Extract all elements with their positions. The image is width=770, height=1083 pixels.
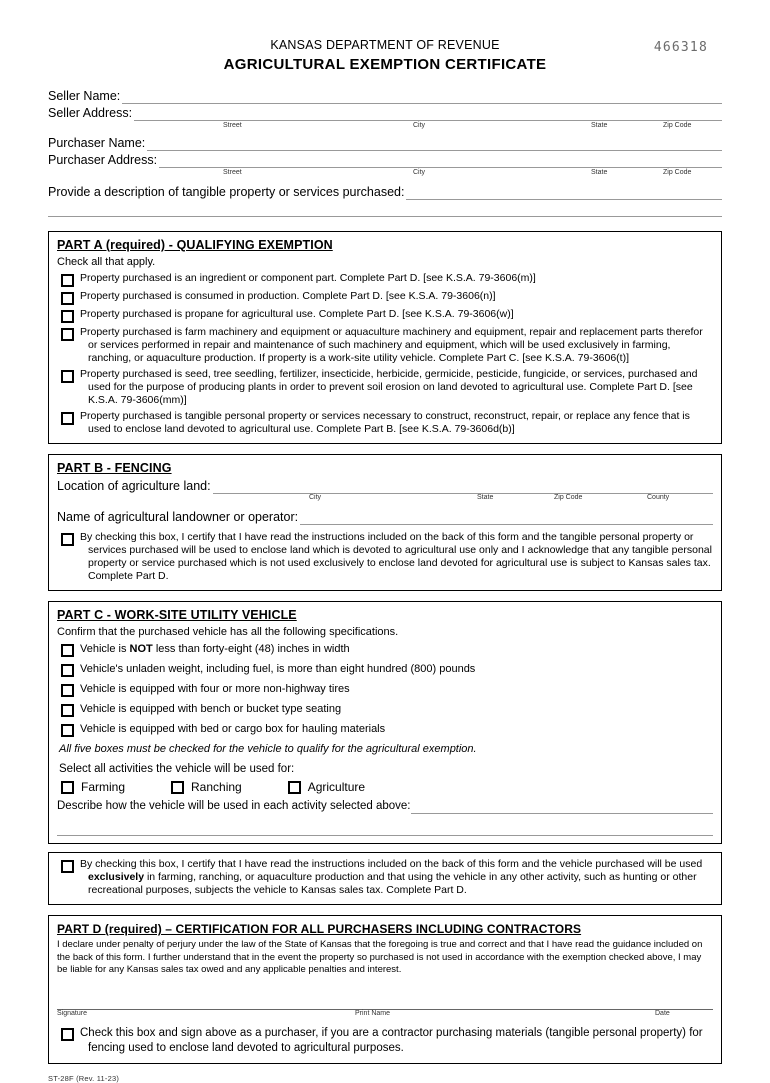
seller-name-label: Seller Name: [48, 89, 121, 103]
part-a-option-label: Property purchased is an ingredient or component part. Complete Part D. [see K.S.A. 79-3606(m)] [80, 272, 536, 284]
part-a-option-6[interactable] [57, 410, 713, 436]
part-a-option-label: Property purchased is seed, tree seedling, fertilizer, insecticide, herbicide, germicide, pesticide, fungicide, or services, purchased and used for the purpose of producing plants in order to prevent soil erosion on land devoted to agricultural use. Complete Part D. [see K.S.A. 79-3606(mm)] [80, 368, 698, 406]
part-c-activities-label: Select all activities the vehicle will be used for: [59, 763, 295, 775]
sublabel-street: Street [223, 169, 242, 176]
purchaser-name-label: Purchaser Name: [48, 136, 146, 150]
part-a-option-label: Property purchased is consumed in production. Complete Part D. [see K.S.A. 79-3606(n)] [80, 290, 496, 302]
seller-address-row [48, 105, 722, 121]
part-a-option-2[interactable] [57, 290, 713, 305]
purchaser-address-row [48, 152, 722, 168]
activity-ranching[interactable] [171, 780, 242, 794]
part-b-owner-input[interactable] [300, 511, 713, 525]
sublabel-city: City [413, 122, 426, 129]
checkbox-icon[interactable] [61, 860, 74, 873]
part-d-signature-input[interactable] [57, 983, 713, 1010]
part-b-location-sublabels [57, 494, 713, 505]
seller-address-input[interactable] [134, 107, 722, 121]
checkbox-icon[interactable] [61, 533, 74, 546]
part-b-owner-row [57, 509, 713, 525]
part-c-certification-section [48, 852, 722, 905]
sublabel-state: State [591, 169, 608, 176]
checkbox-icon[interactable] [288, 781, 301, 794]
form-header [0, 0, 770, 74]
checkbox-icon[interactable] [171, 781, 184, 794]
part-b-certification-label: By checking this box, I certify that I have read the instructions included on the back of this form and the tangible personal property or services purchased will be used to enclose land which is devoted to agricultural use only and I acknowledge that any tangible personal property or service purchased which is not used exclusively to enclose land devoted for agricultural use is subject to Kansas sales tax. Complete Part D. [80, 531, 712, 582]
part-a-option-4[interactable] [57, 326, 713, 365]
part-b-location-input[interactable] [213, 480, 713, 494]
part-d-contractor-label: Check this box and sign above as a purchaser, if you are a contractor purchasing materials (tangible personal property) for fencing used to enclose land devoted to agricultural purposes. [80, 1026, 703, 1054]
checkbox-icon[interactable] [61, 664, 74, 677]
checkbox-icon[interactable] [61, 310, 74, 323]
part-c-activities-row [61, 780, 713, 794]
sublabel-print-name: Print Name [355, 1009, 391, 1017]
purchaser-name-row [48, 135, 722, 151]
part-a-option-label: Property purchased is farm machinery and equipment or aquaculture machinery and equipment, repair and replacement parts therefor or services performed in repair and maintenance of such machinery and equipment, which will be used exclusively in farming, ranching, or aquaculture production. If property is a work-site utility vehicle. Complete Part C. [see K.S.A. 79-3606(t)] [80, 326, 703, 364]
part-b-location-row [57, 478, 713, 494]
part-b-title: PART B - FENCING [57, 461, 172, 475]
part-b-owner-label: Name of agricultural landowner or operator: [57, 510, 299, 524]
checkbox-icon[interactable] [61, 724, 74, 737]
part-c-title: PART C - WORK-SITE UTILITY VEHICLE [57, 608, 297, 622]
part-a-title: PART A (required) - QUALIFYING EXEMPTION [57, 238, 333, 252]
checkbox-icon[interactable] [61, 292, 74, 305]
sublabel-date: Date [655, 1009, 670, 1017]
part-c-describe-row [57, 799, 713, 814]
purchaser-address-sublabels [48, 169, 722, 180]
part-c-spec-label: Vehicle is equipped with bed or cargo box for hauling materials [80, 723, 386, 735]
part-a-instruction: Check all that apply. [57, 256, 156, 268]
sublabel-county: County [647, 494, 670, 501]
seller-address-label: Seller Address: [48, 106, 133, 120]
description-label: Provide a description of tangible property or services purchased: [48, 185, 405, 199]
part-d-title: PART D (required) – CERTIFICATION FOR ALL PURCHASERS INCLUDING CONTRACTORS [57, 922, 582, 936]
part-b-section [48, 454, 722, 591]
part-c-spec-1[interactable] [57, 642, 713, 657]
form-footer [48, 1074, 722, 1083]
part-a-section [48, 231, 722, 444]
purchaser-address-input[interactable] [159, 154, 722, 168]
part-c-describe-input[interactable] [411, 800, 714, 814]
sublabel-signature: Signature [57, 1009, 87, 1017]
sublabel-zip: Zip Code [554, 494, 583, 501]
checkbox-icon[interactable] [61, 328, 74, 341]
seller-name-input[interactable] [122, 90, 722, 104]
part-a-option-label: Property purchased is propane for agricultural use. Complete Part D. [see K.S.A. 79-3606(w)] [80, 308, 514, 320]
part-b-location-label: Location of agriculture land: [57, 479, 211, 493]
identification-block [48, 88, 722, 217]
part-c-spec-4[interactable] [57, 702, 713, 717]
activity-agriculture[interactable] [288, 780, 365, 794]
checkbox-icon[interactable] [61, 781, 74, 794]
part-c-describe-label: Describe how the vehicle will be used in each activity selected above: [57, 800, 411, 812]
part-b-certification-row[interactable] [57, 531, 713, 583]
form-title: AGRICULTURAL EXEMPTION CERTIFICATE [223, 56, 547, 73]
checkbox-icon[interactable] [61, 644, 74, 657]
part-c-spec-5[interactable] [57, 722, 713, 737]
part-a-option-1[interactable] [57, 272, 713, 287]
purchaser-name-input[interactable] [147, 137, 722, 151]
checkbox-icon[interactable] [61, 412, 74, 425]
department-name: KANSAS DEPARTMENT OF REVENUE [270, 38, 500, 52]
part-c-certification-row[interactable] [57, 858, 713, 897]
part-c-describe-input-line-2[interactable] [57, 823, 713, 836]
part-a-option-label: Property purchased is tangible personal property or services necessary to construct, reconstruct, repair, or replace any fence that is used to enclose land devoted to agricultural use. Complete Part B. [see K.S.A. 79-3606d(b)] [80, 410, 690, 435]
sublabel-city: City [309, 494, 322, 501]
checkbox-icon[interactable] [61, 684, 74, 697]
sublabel-zip: Zip Code [663, 169, 692, 176]
purchaser-address-label: Purchaser Address: [48, 153, 158, 167]
part-c-certification-label: By checking this box, I certify that I have read the instructions included on the back of this form and the vehicle purchased will be used exclusively in farming, ranching, or aquaculture production and that using the vehicle in any other activity, such as hunting or other recreational purposes, subjects the vehicle to Kansas sales tax. Complete Part D. [80, 858, 703, 896]
checkbox-icon[interactable] [61, 1028, 74, 1041]
part-c-spec-label: Vehicle is NOT less than forty-eight (48) inches in width [80, 643, 350, 655]
sublabel-state: State [477, 494, 494, 501]
part-c-note: All five boxes must be checked for the vehicle to qualify for the agricultural exemption. [59, 743, 477, 755]
part-c-spec-3[interactable] [57, 682, 713, 697]
sublabel-street: Street [223, 122, 242, 129]
activity-label: Ranching [191, 780, 242, 794]
sublabel-city: City [413, 169, 426, 176]
activity-label: Agriculture [307, 780, 366, 794]
part-c-spec-2[interactable] [57, 662, 713, 677]
form-serial-number: 466318 [653, 40, 708, 55]
part-c-spec-label: Vehicle is equipped with four or more non-highway tires [80, 683, 350, 695]
part-d-signature-sublabels [57, 1010, 713, 1022]
part-d-declaration: I declare under penalty of perjury under the law of the State of Kansas that the foregoing is true and correct and that I have read the guidance included on the back of this form. I further understand that in the event the property so purchased is not used in accordance with the exemption checked above, I may be liable for any Kansas sales tax owed and any applicable penalties and interest. [57, 939, 703, 975]
description-input-line-2[interactable] [48, 204, 722, 217]
part-c-section [48, 601, 722, 844]
checkbox-icon[interactable] [61, 370, 74, 383]
checkbox-icon[interactable] [61, 274, 74, 287]
part-a-option-3[interactable] [57, 308, 713, 323]
activity-farming[interactable] [61, 780, 125, 794]
part-d-contractor-row[interactable] [57, 1026, 713, 1056]
activity-label: Farming [81, 780, 126, 794]
sublabel-state: State [591, 122, 608, 129]
seller-address-sublabels [48, 122, 722, 133]
part-c-instruction: Confirm that the purchased vehicle has all the following specifications. [57, 626, 399, 638]
part-c-spec-label: Vehicle's unladen weight, including fuel, is more than eight hundred (800) pounds [80, 663, 476, 675]
part-d-section [48, 915, 722, 1064]
sublabel-zip: Zip Code [663, 122, 692, 129]
description-row [48, 184, 722, 200]
part-a-option-5[interactable] [57, 368, 713, 407]
seller-name-row [48, 88, 722, 104]
form-revision-number: ST-28F (Rev. 11-23) [48, 1073, 120, 1083]
checkbox-icon[interactable] [61, 704, 74, 717]
description-input[interactable] [406, 186, 722, 200]
part-c-spec-label: Vehicle is equipped with bench or bucket type seating [80, 703, 342, 715]
